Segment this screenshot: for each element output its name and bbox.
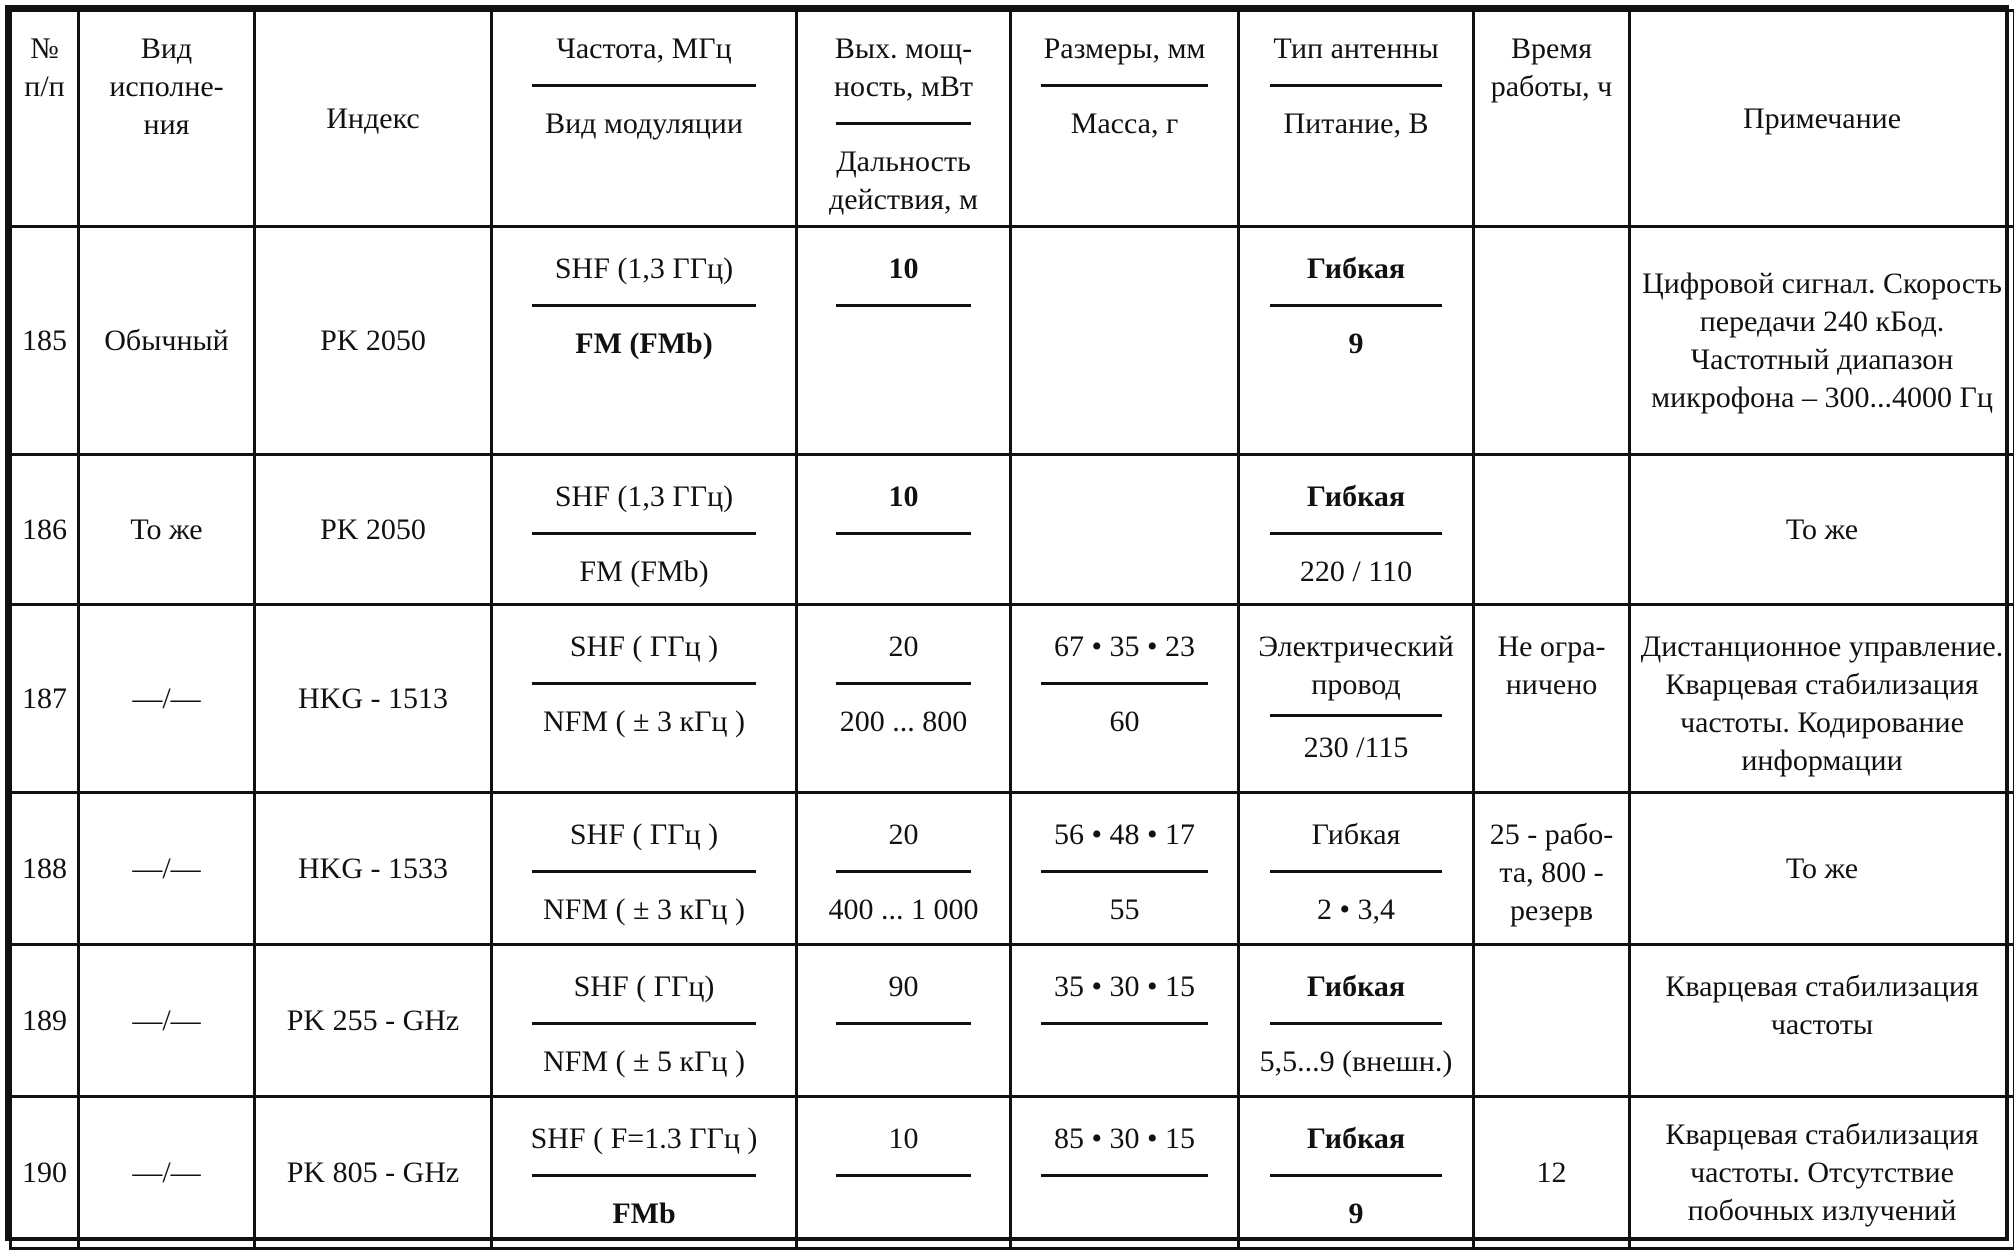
row-num: 186	[11, 455, 79, 605]
row-type: Обычный	[79, 227, 255, 455]
row-separator	[532, 1174, 755, 1177]
row-range	[798, 1043, 1009, 1081]
row-note: То же	[1630, 793, 2014, 945]
row-mod: NFM ( ± 3 кГц )	[493, 891, 795, 929]
row-mass: 55	[1012, 891, 1237, 929]
row-power: 10	[798, 1120, 1009, 1158]
row-antenna: Гибкая	[1240, 478, 1472, 516]
row-type: —/—	[79, 605, 255, 793]
header-time: Время работы, ч	[1474, 11, 1630, 227]
row-separator	[836, 870, 971, 873]
row-separator	[1270, 532, 1442, 535]
row-mass	[1012, 1043, 1237, 1081]
row-time: 25 - рабо- та, 800 - резерв	[1474, 793, 1630, 945]
row-index: HKG - 1533	[255, 793, 492, 945]
row-freq-mod	[492, 945, 797, 1097]
row-range: 200 ... 800	[798, 703, 1009, 741]
header-freq-modulation	[492, 11, 797, 227]
table-row	[11, 605, 2014, 793]
row-time	[1474, 455, 1630, 605]
row-antenna: Гибкая	[1240, 1120, 1472, 1158]
header-freq: Частота, МГц	[493, 30, 795, 68]
row-supply: 2 • 3,4	[1240, 891, 1472, 929]
row-separator	[1041, 1022, 1208, 1025]
row-power: 90	[798, 968, 1009, 1006]
row-separator	[532, 682, 755, 685]
row-range	[798, 553, 1009, 591]
row-range	[798, 1195, 1009, 1233]
row-antenna: Гибкая	[1240, 250, 1472, 288]
row-type: То же	[79, 455, 255, 605]
row-separator	[1041, 682, 1208, 685]
row-power-range	[797, 227, 1011, 455]
header-separator	[1041, 84, 1208, 87]
row-supply: 230 /115	[1240, 729, 1472, 767]
table-row	[11, 793, 2014, 945]
row-type: —/—	[79, 793, 255, 945]
transmitter-spec-table	[9, 9, 2014, 1250]
row-mod: FMb	[493, 1195, 795, 1233]
row-note: Цифровой сигнал. Скорость передачи 240 кБод. Частотный диапазон микрофона – 300...4000 Гц	[1630, 227, 2014, 455]
row-size	[1012, 250, 1237, 288]
row-antenna: Гибкая	[1240, 968, 1472, 1006]
row-power: 10	[798, 250, 1009, 288]
row-freq: SHF ( ГГц)	[493, 968, 795, 1006]
row-num: 188	[11, 793, 79, 945]
row-separator	[836, 682, 971, 685]
header-range: Дальность действия, м	[798, 143, 1009, 219]
row-size-mass	[1011, 1097, 1239, 1249]
row-note: Дистанционное управление. Кварцевая стабилизация частоты. Кодирование информации	[1630, 605, 2014, 793]
row-num: 190	[11, 1097, 79, 1249]
row-separator	[1270, 304, 1442, 307]
row-separator	[1270, 1022, 1442, 1025]
header-note: Примечание	[1630, 11, 2014, 227]
row-freq-mod	[492, 1097, 797, 1249]
row-freq-mod	[492, 227, 797, 455]
header-power-range	[797, 11, 1011, 227]
row-antenna: Гибкая	[1240, 816, 1472, 854]
header-separator	[836, 122, 971, 125]
row-size: 56 • 48 • 17	[1012, 816, 1237, 854]
header-row	[11, 11, 2014, 227]
row-power-range	[797, 1097, 1011, 1249]
row-separator	[1270, 1174, 1442, 1177]
table-row	[11, 227, 2014, 455]
row-index: PK 255 - GHz	[255, 945, 492, 1097]
row-mass	[1012, 1195, 1237, 1233]
row-antenna-supply	[1239, 1097, 1474, 1249]
row-separator	[532, 304, 755, 307]
row-antenna-supply	[1239, 455, 1474, 605]
header-power: Вых. мощ- ность, мВт	[798, 30, 1009, 106]
row-freq-mod	[492, 793, 797, 945]
row-time	[1474, 227, 1630, 455]
row-separator	[532, 532, 755, 535]
header-separator	[1270, 84, 1442, 87]
row-separator	[1270, 714, 1442, 717]
row-power-range	[797, 605, 1011, 793]
row-size-mass	[1011, 227, 1239, 455]
row-freq: SHF ( F=1.3 ГГц )	[493, 1120, 795, 1158]
row-power: 20	[798, 628, 1009, 666]
row-separator	[836, 532, 971, 535]
row-freq: SHF (1,3 ГГц)	[493, 250, 795, 288]
row-num: 187	[11, 605, 79, 793]
row-power: 10	[798, 478, 1009, 516]
row-separator	[836, 1022, 971, 1025]
header-antenna: Тип антенны	[1240, 30, 1472, 68]
row-freq-mod	[492, 455, 797, 605]
row-range	[798, 325, 1009, 363]
row-mod: FM (FMb)	[493, 325, 795, 363]
row-separator	[836, 1174, 971, 1177]
row-size-mass	[1011, 793, 1239, 945]
row-type: —/—	[79, 945, 255, 1097]
row-time	[1474, 945, 1630, 1097]
row-separator	[1041, 1174, 1208, 1177]
row-separator	[1270, 870, 1442, 873]
header-type: Вид исполне- ния	[79, 11, 255, 227]
row-time: Не огра- ничено	[1474, 605, 1630, 793]
row-separator	[836, 304, 971, 307]
row-note: Кварцевая стабилизация частоты. Отсутствие побочных излучений	[1630, 1097, 2014, 1249]
spec-table-sheet	[5, 5, 2009, 1241]
row-freq-mod	[492, 605, 797, 793]
header-size: Размеры, мм	[1012, 30, 1237, 68]
row-mass	[1012, 288, 1237, 326]
header-num: № п/п	[11, 11, 79, 227]
row-freq: SHF ( ГГц )	[493, 628, 795, 666]
row-num: 185	[11, 227, 79, 455]
row-mass: 60	[1012, 703, 1237, 741]
row-supply: 220 / 110	[1240, 553, 1472, 591]
row-separator	[532, 870, 755, 873]
row-supply: 5,5...9 (внешн.)	[1240, 1043, 1472, 1081]
row-size-mass	[1011, 455, 1239, 605]
row-num: 189	[11, 945, 79, 1097]
header-index: Индекс	[255, 11, 492, 227]
header-mass: Масса, г	[1012, 105, 1237, 143]
row-size-mass	[1011, 605, 1239, 793]
row-size: 35 • 30 • 15	[1012, 968, 1237, 1006]
row-power: 20	[798, 816, 1009, 854]
row-time: 12	[1474, 1097, 1630, 1249]
row-mod: FM (FMb)	[493, 553, 795, 591]
row-size-mass	[1011, 945, 1239, 1097]
row-index: PK 2050	[255, 455, 492, 605]
row-antenna-supply	[1239, 227, 1474, 455]
row-index: HKG - 1513	[255, 605, 492, 793]
row-type: —/—	[79, 1097, 255, 1249]
row-range: 400 ... 1 000	[798, 891, 1009, 929]
table-row	[11, 455, 2014, 605]
row-separator	[532, 1022, 755, 1025]
header-size-mass	[1011, 11, 1239, 227]
row-size: 85 • 30 • 15	[1012, 1120, 1237, 1158]
row-antenna-supply	[1239, 793, 1474, 945]
row-separator	[1041, 870, 1208, 873]
row-mod: NFM ( ± 3 кГц )	[493, 703, 795, 741]
row-index: PK 2050	[255, 227, 492, 455]
header-separator	[532, 84, 755, 87]
table-row	[11, 945, 2014, 1097]
row-antenna-supply	[1239, 945, 1474, 1097]
row-power-range	[797, 455, 1011, 605]
row-antenna: Электрический провод	[1240, 628, 1472, 704]
row-power-range	[797, 945, 1011, 1097]
row-freq: SHF ( ГГц )	[493, 816, 795, 854]
row-note: То же	[1630, 455, 2014, 605]
row-size: 67 • 35 • 23	[1012, 628, 1237, 666]
row-index: PK 805 - GHz	[255, 1097, 492, 1249]
table-row	[11, 1097, 2014, 1249]
row-supply: 9	[1240, 325, 1472, 363]
header-modulation: Вид модуляции	[493, 105, 795, 143]
header-antenna-supply	[1239, 11, 1474, 227]
row-mass	[1012, 516, 1237, 554]
header-supply: Питание, В	[1240, 105, 1472, 143]
row-power-range	[797, 793, 1011, 945]
row-mod: NFM ( ± 5 кГц )	[493, 1043, 795, 1081]
row-antenna-supply	[1239, 605, 1474, 793]
row-size	[1012, 478, 1237, 516]
row-freq: SHF (1,3 ГГц)	[493, 478, 795, 516]
row-note: Кварцевая стабилизация частоты	[1630, 945, 2014, 1097]
row-supply: 9	[1240, 1195, 1472, 1233]
